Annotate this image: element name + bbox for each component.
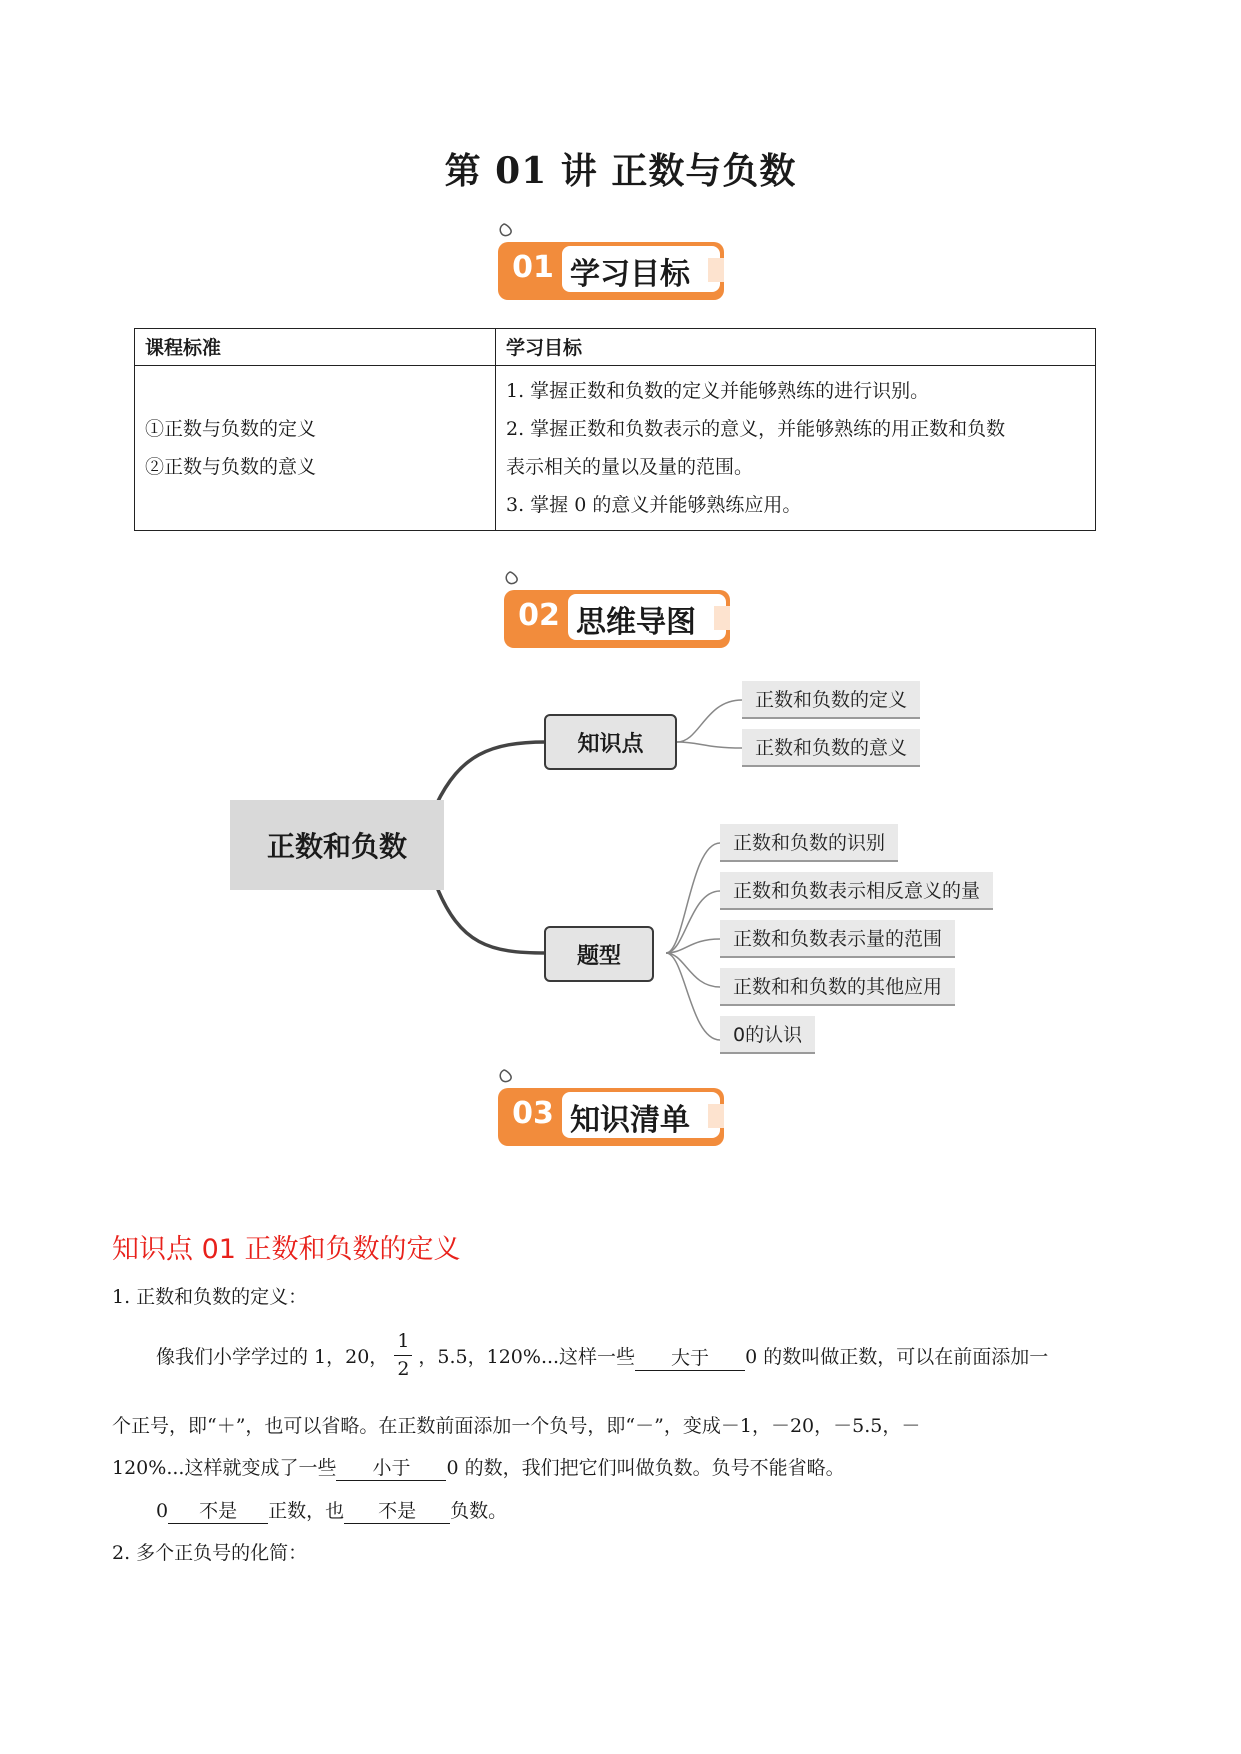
- text-segment: 像我们小学学过的 1，20，: [156, 1345, 389, 1368]
- simplification-subheading: 2. 多个正负号的化简：: [112, 1542, 308, 1564]
- mindmap-leaf: 正数和负数表示量的范围: [720, 920, 955, 958]
- text-segment: 0: [156, 1500, 169, 1522]
- section-label: 学习目标: [570, 257, 690, 292]
- objective-item: 1. 掌握正数和负数的定义并能够熟练的进行识别。: [506, 380, 930, 402]
- text-segment: 正数，也: [268, 1500, 345, 1522]
- mindmap-branch-question-types: 题型: [544, 926, 654, 982]
- mindmap-branch-knowledge: 知识点: [544, 714, 677, 770]
- fraction-numerator: 1: [394, 1332, 412, 1356]
- fraction-one-half: [394, 1329, 412, 1380]
- section-label: 知识清单: [570, 1103, 690, 1138]
- fill-blank: 不是: [168, 1499, 268, 1524]
- paragraph-line-4: [156, 1496, 507, 1524]
- objective-item: 2. 掌握正数和负数表示的意义，并能够熟练的用正数和负数: [506, 418, 1006, 440]
- fill-blank: 小于: [336, 1456, 446, 1481]
- knowledge-point-title: 知识点 01 正数和负数的定义: [112, 1234, 461, 1265]
- text-segment: 0 的数叫做正数，可以在前面添加一: [745, 1345, 1049, 1368]
- text-segment: 负数。: [450, 1500, 508, 1522]
- standard-item: ①正数与负数的定义: [145, 418, 317, 440]
- fill-blank: 不是: [344, 1499, 450, 1524]
- mindmap-leaf: 正数和负数的定义: [742, 681, 920, 719]
- mindmap-root: 正数和负数: [230, 800, 444, 890]
- fill-blank: 大于: [635, 1346, 745, 1371]
- text-segment: 0 的数，我们把它们叫做负数。负号不能省略。: [446, 1457, 845, 1479]
- page-title: 第 01 讲 正数与负数: [444, 150, 797, 192]
- mindmap-leaf: 正数和负数表示相反意义的量: [720, 872, 993, 910]
- text-segment: ，5.5，120%...这样一些: [418, 1345, 636, 1368]
- mindmap-leaf: 正数和负数的识别: [720, 824, 898, 862]
- fraction-denominator: 2: [397, 1357, 410, 1380]
- definition-subheading: 1. 正数和负数的定义：: [112, 1286, 308, 1308]
- mindmap-leaf: 正数和和负数的其他应用: [720, 968, 955, 1006]
- section-label: 思维导图: [576, 605, 696, 640]
- mindmap-leaf: 0的认识: [720, 1016, 815, 1054]
- paragraph-line-2: 个正号，即“＋”，也可以省略。在正数前面添加一个负号，即“－”，变成－1，－20，－5.5，－: [112, 1415, 921, 1437]
- text-segment: 120%...这样就变成了一些: [112, 1457, 337, 1479]
- objective-item: 3. 掌握 0 的意义并能够熟练应用。: [506, 494, 802, 516]
- mindmap-leaf: 正数和负数的意义: [742, 729, 920, 767]
- section-number: 03: [512, 1096, 554, 1131]
- objective-item: 表示相关的量以及量的范围。: [506, 456, 754, 478]
- section-number: 02: [518, 598, 560, 633]
- table-header-objective: 学习目标: [496, 329, 1096, 366]
- paragraph-line-3: [112, 1453, 845, 1481]
- table-header-standard: 课程标准: [135, 329, 496, 366]
- section-number: 01: [512, 250, 554, 285]
- section-badge-knowledge-list: [494, 1068, 734, 1148]
- paragraph-line-1: [156, 1320, 1048, 1390]
- standard-item: ②正数与负数的意义: [145, 456, 317, 478]
